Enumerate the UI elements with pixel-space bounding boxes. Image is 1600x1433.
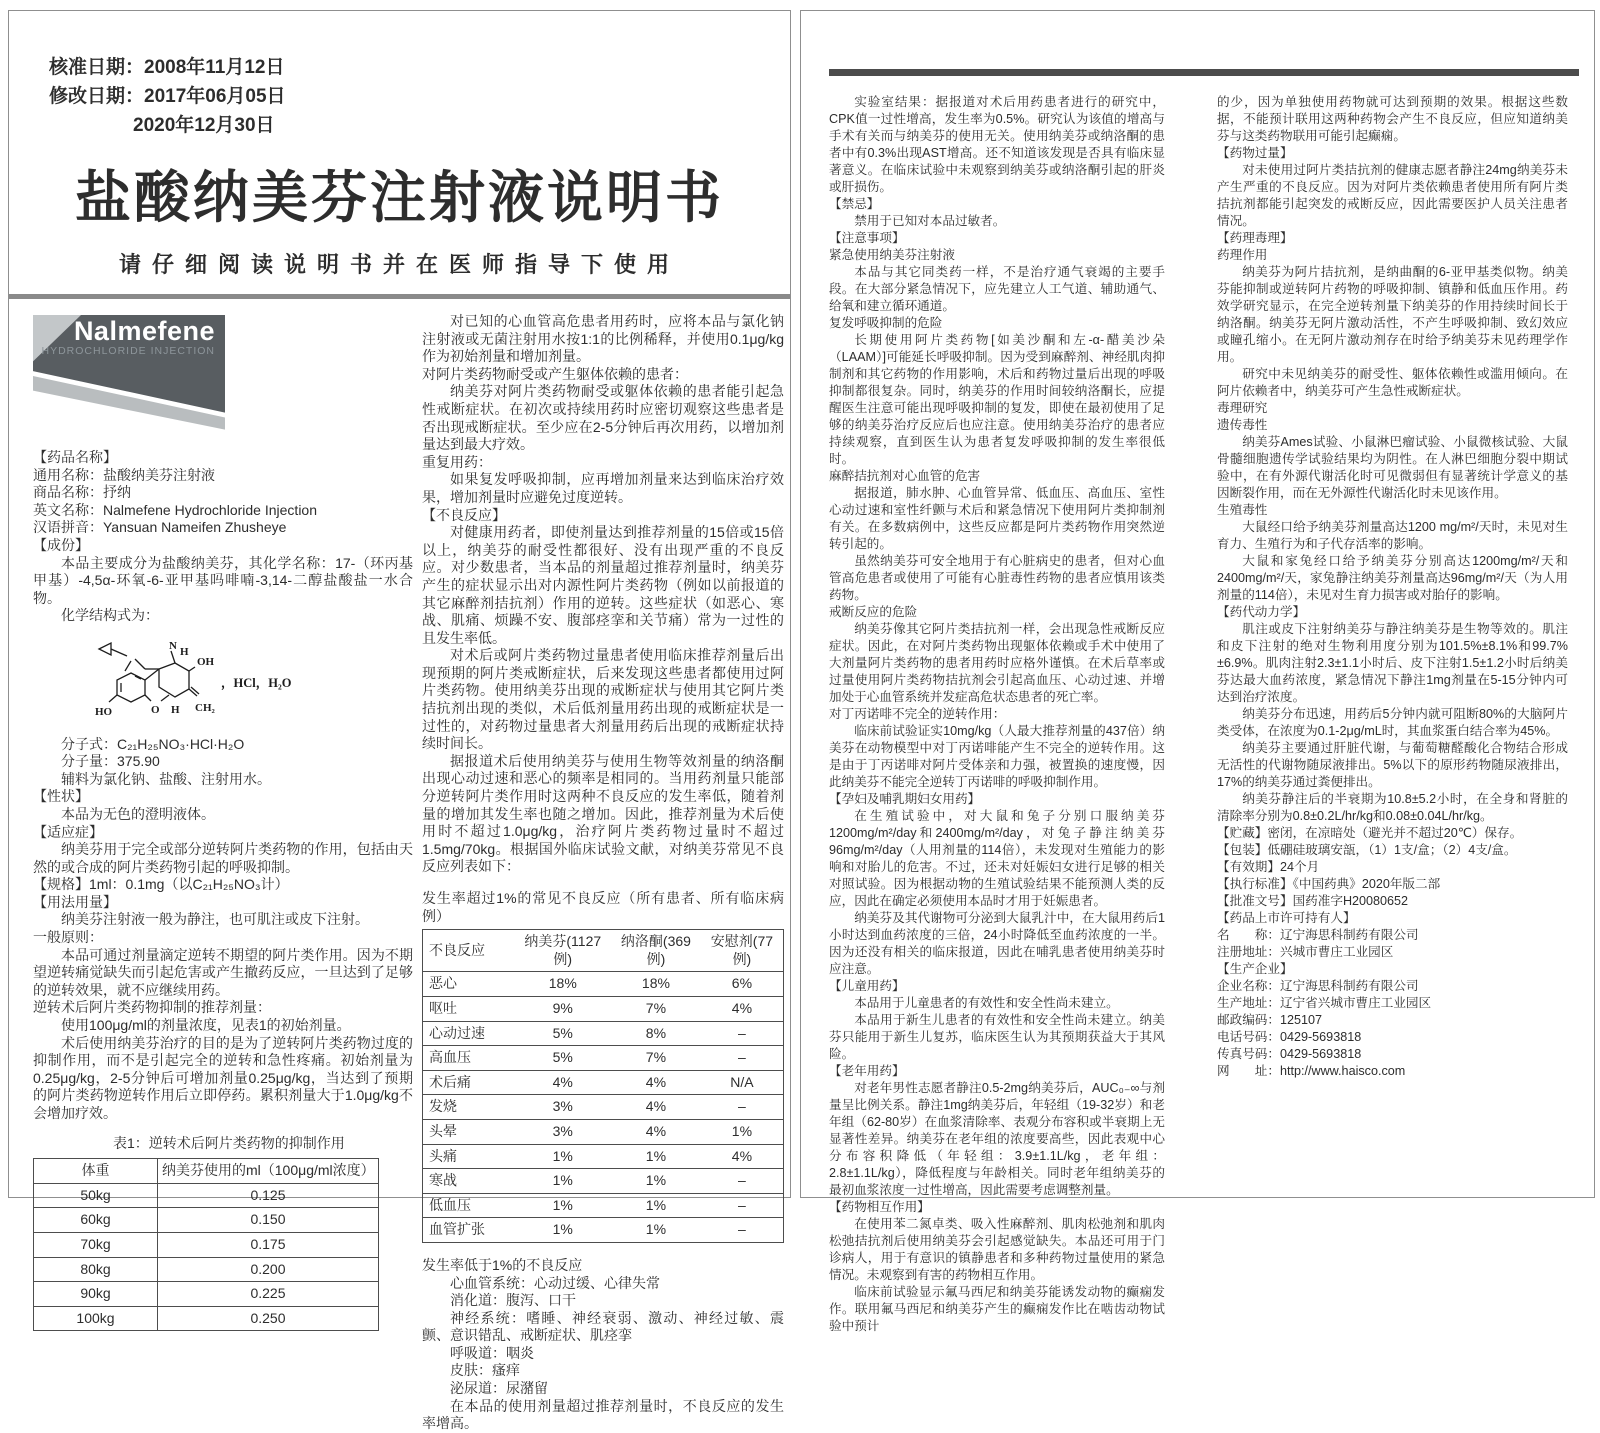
table-cell: 低血压 [423,1193,515,1218]
table-cell: 4% [701,1144,784,1169]
paragraph: 在本品的使用剂量超过推荐剂量时，不良反应的发生率增高。 [422,1397,784,1432]
paragraph: 心血管系统：心动过缓、心律失常 [450,1274,660,1291]
table-row [34,1232,379,1257]
composition-usage-section [33,736,413,1123]
table-cell: 高血压 [423,1046,515,1071]
table-cell: 3% [515,1119,612,1144]
paragraph: 纳美芬静注后的半衰期为10.8±5.2小时，在全身和肾脏的清除率分别为0.8±0.2L/hr/kg和0.08±0.04L/hr/kg。 [1217,792,1568,823]
table-cell: – [701,1021,784,1046]
table-row [423,996,784,1021]
table-cell: 4% [701,996,784,1021]
divider-bar [829,69,1579,76]
paragraph: 临床前试验显示氟马西尼和纳美芬能诱发动物的癫痫发作。联用氟马西尼和纳美芬产生的癫痫发作比在啮齿动物试验中预计 [829,1285,1165,1333]
table-row [423,1218,784,1243]
paragraph: 本品为无色的澄明液体。 [61,805,215,822]
paragraph: 电话号码：0429-5693818 [1217,1030,1362,1044]
section-heading: 【药代动力学】 [1217,605,1306,619]
cyclohexene-ring [159,663,189,697]
cyclopropyl-ring [99,643,111,655]
paragraph: 泌尿道：尿潴留 [450,1380,548,1397]
table-cell: 70kg [34,1232,158,1257]
section-heading: 【不良反应】 [422,506,506,523]
table1-caption: 表1：逆转术后阿片类药物的抑制作用 [113,1134,345,1151]
table-cell: 7% [611,1046,701,1071]
table-cell: 5% [515,1046,612,1071]
paragraph: 复发呼吸抑制的危险 [829,316,943,330]
paragraph: 戒断反应的危险 [829,605,918,619]
paragraph: 紧急使用纳美芬注射液 [829,248,955,262]
paragraph: 邮政编码：125107 [1217,1013,1322,1027]
adr-table-caption: 发生率超过1%的常见不良反应（所有患者、所有临床病例） [422,890,784,924]
paragraph: 禁用于已知对本品过敏者。 [854,214,1006,228]
table-header-row [34,1159,379,1184]
table-cell: 50kg [34,1183,158,1208]
paragraph: 企业名称：辽宁海思科制药有限公司 [1217,979,1419,993]
column-header: 纳洛酮(369例) [611,930,701,972]
paragraph: 本品主要成分为盐酸纳美芬，其化学名称：17-（环丙基甲基）-4,5α-环氧-6-亚甲基吗啡喃-3,14-二醇盐酸盐一水合物。 [33,554,413,606]
paragraph: 长期使用阿片类药物[如美沙酮和左-α-醋美沙朵（LAAM）]可能延长呼吸抑制。因为受到麻醉剂、神经肌肉抑制剂和其它药物的作用影响，术后和药物过量后出现的呼吸抑制都很复杂。同时，纳美芬的作用时间较纳洛酮长，应提醒医生注意可能出现呼吸抑制的复发，即使在最初使用了足够的纳美芬治疗反应后也应注意。使用纳美芬治疗的患者应持续观察，直到医生认为患者复发呼吸抑制的发生率很低时。 [829,333,1165,466]
table-cell: 6% [701,972,784,997]
table-cell: – [701,1046,784,1071]
paragraph: 注册地址：兴城市曹庄工业园区 [1217,945,1394,959]
paragraph: 对阿片类药物耐受或产生躯体依赖的患者： [422,365,688,382]
table-cell: 4% [611,1095,701,1120]
section-heading: 【儿童用药】 [829,979,905,993]
table-cell: – [701,1095,784,1120]
paragraph: 术后使用纳美芬治疗的目的是为了逆转阿片类药物过度的抑制作用，而不是引起完全的逆转和急性疼痛。初始剂量为0.25μg/kg，2-5分钟后可增加剂量0.25μg/kg，当达到了预期的阿片类药物逆转作用后立即停药。累积剂量大于1.0μg/kg不会增加疗效。 [33,1034,413,1121]
page2-column-2 [1217,94,1568,1335]
table-cell: 7% [611,996,701,1021]
paragraph: 生殖毒性 [1217,503,1268,517]
table-row [423,1193,784,1218]
table-cell: – [701,1218,784,1243]
section-heading: 【注意事项】 [829,231,905,245]
table-cell: 0.200 [158,1257,379,1282]
table-cell: 90kg [34,1282,158,1307]
paragraph: 对已知的心血管高危患者用药时，应将本品与氯化钠注射液或无菌注射用水按1:1的比例稀释，并使用0.1μg/kg作为初始剂量和增加剂量。 [422,313,784,365]
table-cell: 3% [515,1095,612,1120]
page2-column-1 [829,94,1165,1335]
oxygen-label: O [151,703,160,716]
paragraph: 的少，因为单独使用药物就可达到预期的效果。根据这些数据，不能预计联用这两种药物会产生不良反应，但应知道纳美芬与这类药物联用可能引起癫痫。 [1217,95,1568,143]
revision-date-1: 修改日期：2017年06月05日 [49,86,286,107]
table-cell: 发烧 [423,1095,515,1120]
table-cell: 头晕 [423,1119,515,1144]
table-header-row [423,930,784,972]
table-cell: 4% [515,1070,612,1095]
paragraph: 纳美芬对阿片类药物耐受或躯体依赖的患者能引起急性戒断症状。在初次或持续用药时应密切观察这些患者是否出现戒断症状。至少应在2-5分钟后再次用药，以增加剂量达到最大疗效。 [422,383,784,453]
paragraph: 消化道：腹泻、口干 [450,1292,576,1309]
date-block [49,53,790,140]
paragraph: 【执行标准】《中国药典》2020年版二部 [1217,877,1441,891]
paragraph: 【有效期】24个月 [1217,860,1320,874]
table-cell: 1% [611,1218,701,1243]
paragraph: 纳美芬Ames试验、小鼠淋巴瘤试验、小鼠微核试验、大鼠骨髓细胞遗传学试验结果均为阴性。在人淋巴细胞分裂中期试验中，在有外源代谢活化时可见微弱但有显著统计学意义的基因断裂作用，而在无外源性代谢活化时未见该作用。 [1217,435,1568,500]
table-cell: 呕吐 [423,996,515,1021]
table-row [423,1021,784,1046]
paragraph: 药理作用 [1217,248,1268,262]
paragraph: 分子量：375.90 [61,753,160,770]
hydrogen-label: H [180,645,189,658]
table-cell: 1% [515,1144,612,1169]
table-cell: 100kg [34,1306,158,1331]
drug-name-section [33,449,413,625]
insert-page-2 [800,10,1595,1333]
page1-columns [9,299,790,1433]
document-title: 盐酸纳美芬注射液说明书 [75,166,724,229]
page1-column-2 [422,313,784,1433]
table-row [34,1208,379,1233]
table-cell: 1% [515,1169,612,1194]
paragraph: 毒理研究 [1217,401,1268,415]
paragraph: 神经系统：嗜睡、神经衰弱、激动、神经过敏、震颤、意识错乱、戒断症状、肌痉挛 [422,1309,784,1344]
paragraph: 网 址：http://www.haisco.com [1217,1064,1406,1078]
column-header: 不良反应 [423,930,515,972]
paragraph: 使用100μg/ml的剂量浓度，见表1的初始剂量。 [61,1017,351,1034]
table-cell: 0.175 [158,1232,379,1257]
paragraph: 研究中未见纳美芬的耐受性、躯体依赖性或滥用倾向。在阿片依赖者中，纳美芬可产生急性戒断症状。 [1217,367,1568,398]
table-cell: 恶心 [423,972,515,997]
paragraph: 逆转术后阿片类药物抑制的推荐剂量： [33,999,271,1016]
table-cell: 18% [515,972,612,997]
adverse-reaction-section [422,313,784,876]
table-cell: N/A [701,1070,784,1095]
paragraph: 本品用于新生儿患者的有效性和安全性尚未建立。纳美芬只能用于新生儿复苏，临床医生认为其预期获益大于其风险。 [829,1013,1165,1061]
methylene-label: CH₂ [195,701,215,714]
paragraph: 生产地址：辽宁省兴城市曹庄工业园区 [1217,996,1432,1010]
paragraph: 对未使用过阿片类拮抗剂的健康志愿者静注24mg纳美芬未产生严重的不良反应。因为对阿片类依赖患者使用所有阿片类拮抗剂都能引起突发的戒断反应，因此需要医护人员关注患者情况。 [1217,163,1568,228]
section-heading: 【孕妇及哺乳期妇女用药】 [829,792,981,806]
table-cell: 头痛 [423,1144,515,1169]
table-row [34,1183,379,1208]
paragraph: 纳美芬注射液一般为静注，也可肌注或皮下注射。 [61,911,369,928]
paragraph: 麻醉拮抗剂对心血管的危害 [829,469,981,483]
paragraph: 对老年男性志愿者静注0.5-2mg纳美芬后，AUC₀₋∞与剂量呈比例关系。静注1mg纳美芬后，年轻组（19-32岁）和老年组（62-80岁）在血浆清除率、表观分布容积或半衰期上无显著性差异。纳美芬在老年组的浓度要高些，因此表观中心分布容积降低（年轻组：3.9±1.1L/kg，老年组：2.8±1.1L/kg），降低程度与年龄相关。同时老年组纳美芬的最初血浆浓度一过性增高，因此需要考虑调整剂量。 [829,1081,1165,1197]
table-row [34,1306,379,1331]
table-row [423,1070,784,1095]
paragraph: 商品名称：抒纳 [33,484,131,501]
paragraph: 如果复发呼吸抑制，应再增加剂量来达到临床治疗效果，增加剂量时应避免过度逆转。 [422,471,784,505]
adr-table [422,929,784,1243]
table-row [423,972,784,997]
paragraph: 皮肤：瘙痒 [450,1362,520,1379]
paragraph: 在使用苯二氮卓类、吸入性麻醉剂、肌肉松弛剂和肌肉松弛拮抗剂后使用纳美芬会引起感觉缺失。本品还可用于门诊病人，用于有意识的镇静患者和多种药物过量使用的紧急情况。未观察到有害的药物相互作用。 [829,1217,1165,1282]
section-heading: 【老年用药】 [829,1064,905,1078]
table-row [423,1046,784,1071]
paragraph: 在生殖试验中，对大鼠和兔子分别口服纳美芬1200mg/m²/day和2400mg/m²/day，对兔子静注纳美芬96mg/m²/day（人用剂量的114倍），未发现对生殖能力的影响和对胎儿的危害。不过，还未对妊娠妇女进行足够的相关对照试验。因为根据动物的生殖试验结果不能预测人类的反应，因此在确定必须使用本品时才用于妊娠患者。 [829,809,1165,908]
table-cell: 0.125 [158,1183,379,1208]
table-cell: 18% [611,972,701,997]
table-cell: 0.150 [158,1208,379,1233]
section-heading: 【药品名称】 [33,449,117,465]
paragraph: 虽然纳美芬可安全地用于有心脏病史的患者，但对心血管高危患者或使用了可能有心脏毒性药物的患者应慎用该类药物。 [829,554,1165,602]
chemical-structure [87,625,413,734]
brand-subtitle: HYDROCHLORIDE INJECTION [41,344,215,357]
table-cell: 4% [611,1070,701,1095]
paragraph: 发生率低于1%的不良反应 [422,1256,583,1273]
paragraph: 呼吸道：咽炎 [450,1344,534,1361]
table-cell: – [701,1169,784,1194]
column-header: 纳美芬(1127例) [515,930,612,972]
table-cell: 80kg [34,1257,158,1282]
paragraph: 对健康用药者，即使剂量达到推荐剂量的15倍或15倍以上，纳美芬的耐受性都很好、没有出现严重的不良反应。对少数患者，当本品的剂量超过推荐剂量时，纳美芬产生的症状显示出对内源性阿片类药物（例如以前报道的其它麻醉剂拮抗剂）作用的逆转。这些症状（如恶心、寒战、肌痛、烦躁不安、腹部痉挛和关节痛）常为一过性的且发生率低。 [422,524,784,646]
section-heading: 【药品上市许可持有人】 [1217,911,1356,925]
paragraph: 传真号码：0429-5693818 [1217,1047,1362,1061]
paragraph: 对丁丙诺啡不完全的逆转作用： [829,707,1006,721]
paragraph: 辅料为氯化钠、盐酸、注射用水。 [61,770,271,787]
paragraph: 对术后或阿片类药物过量患者使用临床推荐剂量后出现预期的阿片类戒断症状，后来发现这些患者都使用过阿片类药物。使用纳美芬出现的戒断症状与使用其它阿片类拮抗剂出现的类似，术后低剂量用药出现的戒断症状是一过性的，对药物过量患者大剂量用药后出现的戒断症状持续时间长。 [422,647,784,752]
section-heading: 【成份】 [33,536,89,553]
paragraph: 化学结构式为： [61,607,159,624]
section-heading: 【药物相互作用】 [829,1200,930,1214]
table-row [34,1282,379,1307]
paragraph: 分子式：C₂₁H₂₅NO₃·HCl·H₂O [61,735,245,752]
column-header: 安慰剂(77例) [701,930,784,972]
phenol-label: HO [95,705,113,718]
table-cell: 心动过速 [423,1021,515,1046]
revision-date-2: 2020年12月30日 [133,115,275,136]
table-cell: 8% [611,1021,701,1046]
nitrogen-label: N [169,639,177,652]
approval-date: 核准日期：2008年11月12日 [49,57,285,78]
table-cell: 5% [515,1021,612,1046]
table-row [423,1095,784,1120]
paragraph: 遗传毒性 [1217,418,1268,432]
paragraph: 本品用于儿童患者的有效性和安全性尚未建立。 [854,996,1119,1010]
table-cell: – [701,1193,784,1218]
page1-column-1 [33,313,413,1433]
rare-adverse-reaction-section [422,1257,784,1433]
paragraph: 据报道，肺水肿、心血管异常、低血压、高血压、室性心动过速和室性纤颤与术后和紧急情况下使用阿片类抑制剂有关。在多数病例中，这些反应都是阿片类药物作用突然逆转引起的。 [829,486,1165,551]
table-cell: 寒战 [423,1169,515,1194]
column-header: 体重 [34,1159,158,1184]
table-cell: 60kg [34,1208,158,1233]
document-subtitle: 请仔细阅读说明书并在医师指导下使用 [118,252,680,277]
paragraph: 纳美芬主要通过肝脏代谢，与葡萄糖醛酸化合物结合形成无活性的代谢物随尿液排出。5%以下的原形药物随尿液排出，17%的纳美芬通过粪便排出。 [1217,741,1568,789]
paragraph: 【包装】低硼硅玻璃安瓿，（1）1支/盒；（2）4支/盒。 [1217,843,1517,857]
table-cell: 1% [515,1218,612,1243]
column-header: 纳美芬使用的ml（100μg/ml浓度） [158,1159,379,1184]
section-heading: 【药物过量】 [1217,146,1293,160]
paragraph: 据报道术后使用纳美芬与使用生物等效剂量的纳洛酮出现心动过速和恶心的频率是相同的。当用药剂量只能部分逆转阿片类作用时这两种不良反应的发生率低，随着剂量的增加其发生率也随之增加。因此，推荐剂量为术后使用时不超过1.0μg/kg，治疗阿片类药物过量时不超过1.5mg/70kg。根据国外临床试验文献，对纳美芬常见不良反应列表如下： [422,752,784,875]
table-cell: 1% [515,1193,612,1218]
table-cell: 4% [611,1119,701,1144]
paragraph: 临床前试验证实10mg/kg（人最大推荐剂量的437倍）纳美芬在动物模型中对丁丙诺啡能产生不完全的逆转作用。这是由于丁丙诺啡对阿片受体亲和力强，被置换的速度慢，因此纳美芬不能完全逆转丁丙诺啡的呼吸抑制作用。 [829,724,1165,789]
paragraph: 【规格】1ml：0.1mg（以C₂₁H₂₅NO₃计） [33,876,289,893]
table-row [423,1169,784,1194]
hydroxyl-label: OH [197,655,215,668]
paragraph: 重复用药： [422,453,492,470]
hydrogen-label-2: H [171,703,180,716]
paragraph: 【贮藏】密闭，在凉暗处（避光并不超过20℃）保存。 [1217,826,1523,840]
paragraph: 纳美芬像其它阿片类拮抗剂一样，会出现急性戒断反应症状。因此，在对阿片类药物出现躯体依赖或手术中使用了大剂量阿片类药物的患者用药时应格外谨慎。在术后草率或过量使用阿片类药物拮抗剂会引起高血压、心动过速、并增加处于心血管系统并发症高危状态患者的死亡率。 [829,622,1165,704]
section-heading: 【药理毒理】 [1217,231,1293,245]
paragraph: 本品可通过剂量滴定逆转不期望的阿片类作用。因为不期望逆转痛觉缺失而引起危害或产生撤药反应，一旦达到了足够的逆转效果，就不应继续用药。 [33,946,413,998]
table-cell: 术后痛 [423,1070,515,1095]
table-cell: 1% [701,1119,784,1144]
paragraph: 纳美芬分布迅速，用药后5分钟内就可阻断80%的大脑阿片类受体，在浓度为0.1-2μg/mL时，其血浆蛋白结合率为45%。 [1217,707,1568,738]
section-heading: 【用法用量】 [33,893,117,910]
table-cell: 血管扩张 [423,1218,515,1243]
paragraph: 纳美芬用于完全或部分逆转阿片类药物的作用，包括由天然的或合成的阿片类药物引起的呼吸抑制。 [33,841,413,875]
salt-label: ，HCl，H₂O [221,675,292,690]
paragraph: 本品与其它同类药一样，不是治疗通气衰竭的主要手段。在大部分紧急情况下，应先建立人工气道、辅助通气、给氧和建立循环通道。 [829,265,1165,313]
table-cell: 1% [611,1193,701,1218]
paragraph: 大鼠和家兔经口给予纳美芬分别高达1200mg/m²/天和2400mg/m²/天，家兔静注纳美芬剂量高达96mg/m²/天（为人用剂量的114倍），未见对生育力损害或对胎仔的影响。 [1217,554,1568,602]
paragraph: 汉语拼音：Yansuan Nameifen Zhusheye [33,519,287,536]
brand-name: Nalmefene [73,316,215,346]
table-cell: 9% [515,996,612,1021]
table-cell: 1% [611,1144,701,1169]
table-row [423,1119,784,1144]
section-heading: 【性状】 [33,788,89,805]
paragraph: 纳美芬为阿片拮抗剂，是纳曲酮的6-亚甲基类似物。纳美芬能抑制或逆转阿片药物的呼吸抑制、镇静和低血压作用。药效学研究显示，在完全逆转剂量下纳美芬的作用持续时间长于纳洛酮。纳美芬无阿片激动活性，不产生呼吸抑制、致幻效应或瞳孔缩小。在无阿片激动剂存在时给予纳美芬未见药理学作用。 [1217,265,1568,364]
section-heading: 【禁忌】 [829,197,880,211]
paragraph: 肌注或皮下注射纳美芬与静注纳美芬是生物等效的。肌注和皮下注射的绝对生物利用度分别为101.5%±8.1%和99.7%±6.9%。肌肉注射2.3±1.1小时后、皮下注射1.5±1.2小时后纳美芬达最大血药浓度，紧急情况下静注1mg剂量在5-15分钟内可达到治疗浓度。 [1217,622,1568,704]
table-cell: 0.225 [158,1282,379,1307]
table-row [423,1144,784,1169]
paragraph: 【批准文号】国药准字H20080652 [1217,894,1409,908]
paragraph: 纳美芬及其代谢物可分泌到大鼠乳汁中，在大鼠用药后1小时达到血药浓度的三倍，24小时降低至血药浓度的一半。因为还没有相关的临床报道，因此在哺乳患者使用纳美芬时应注意。 [829,911,1165,976]
paragraph: 通用名称：盐酸纳美芬注射液 [33,466,215,483]
section-heading: 【生产企业】 [1217,962,1293,976]
brand-logo [33,315,225,437]
insert-page-1 [8,10,791,1432]
section-heading: 【适应症】 [33,823,103,840]
paragraph: 实验室结果：据报道对术后用药患者进行的研究中，CPK值一过性增高，发生率为0.5%。研究认为该值的增高与手术有关而与纳美芬的使用无关。使用纳美芬或纳洛酮的患者中有0.3%出现AST增高。还不知道该发现是否具有临床显著意义。在临床试验中未观察到纳美芬或纳洛酮引起的肝炎或肝损伤。 [829,95,1165,194]
table-row [34,1257,379,1282]
table-cell: 0.250 [158,1306,379,1331]
paragraph: 大鼠经口给予纳美芬剂量高达1200 mg/m²/天时，未见对生育力、生殖行为和子代存活率的影响。 [1217,520,1568,551]
paragraph: 名 称：辽宁海思科制药有限公司 [1217,928,1419,942]
table-cell: 1% [611,1169,701,1194]
paragraph: 一般原则： [33,929,103,946]
page2-columns [801,76,1594,1335]
dose-table [33,1158,379,1331]
paragraph: 英文名称：Nalmefene Hydrochloride Injection [33,501,317,518]
logo-text [41,316,215,360]
